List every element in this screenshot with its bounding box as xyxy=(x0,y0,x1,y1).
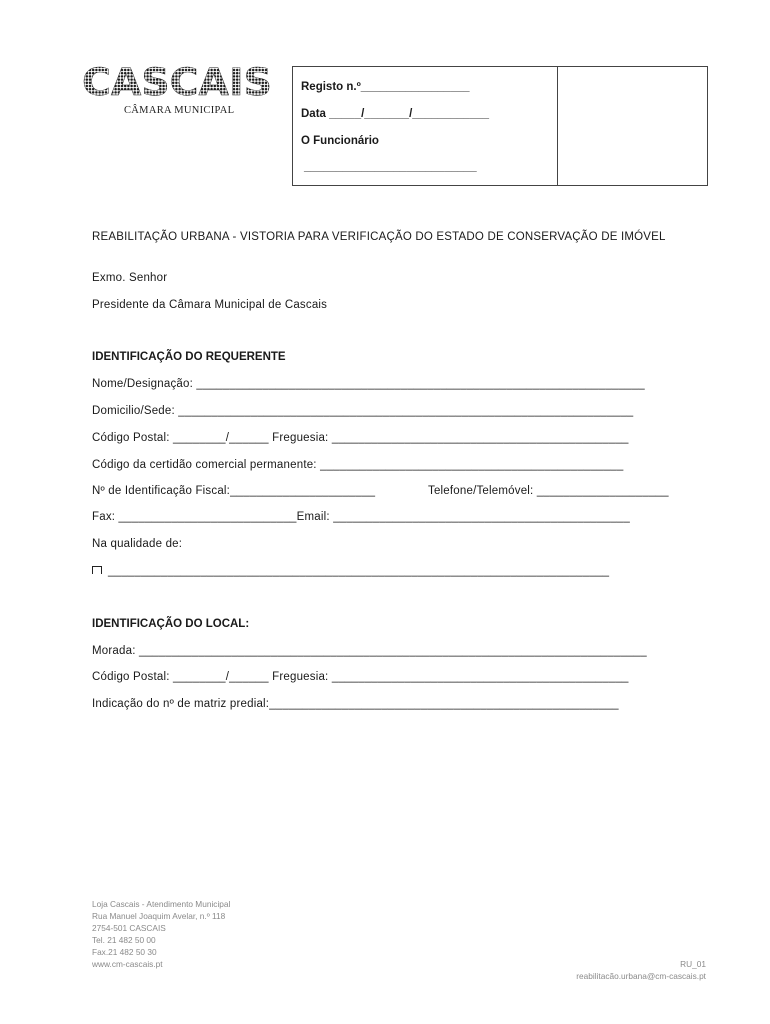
form-code: RU_01 xyxy=(680,959,706,969)
logo-subtitle: CÂMARA MUNICIPAL xyxy=(124,105,235,116)
nif-field[interactable]: Nº de Identificação Fiscal:______________________ xyxy=(92,485,376,497)
logo-wordmark: CASCAIS xyxy=(82,62,272,102)
footer-address xyxy=(92,898,230,970)
document-title: REABILITAÇÃO URBANA - VISTORIA PARA VERIFICAÇÃO DO ESTADO DE CONSERVAÇÃO DE IMÓVEL xyxy=(92,231,666,243)
salutation-line-2: Presidente da Câmara Municipal de Cascais xyxy=(92,299,328,311)
data-field[interactable]: Data _____/_______/____________ xyxy=(301,108,490,120)
local-heading: IDENTIFICAÇÃO DO LOCAL: xyxy=(92,618,250,630)
domicilio-field[interactable]: Domicilio/Sede: _____________________________________________________________________ xyxy=(92,405,634,417)
local-codigo-postal-field[interactable]: Código Postal: ________/______ Freguesia: _____________________________________________ xyxy=(92,671,629,683)
footer-line: Loja Cascais - Atendimento Municipal xyxy=(92,899,231,909)
qualidade-label: Na qualidade de: xyxy=(92,538,183,550)
footer-line: Tel. 21 482 50 00 xyxy=(92,935,156,945)
telefone-field[interactable]: Telefone/Telemóvel: ____________________ xyxy=(428,485,669,497)
funcionario-label: O Funcionário xyxy=(301,135,379,147)
cascais-logo xyxy=(82,62,276,116)
salutation-line-1: Exmo. Senhor xyxy=(92,272,168,284)
qualidade-field[interactable]: ____________________________________________________________________________ xyxy=(108,565,610,577)
footer-website: www.cm-cascais.pt xyxy=(92,959,163,969)
certidao-field[interactable]: Código da certidão comercial permanente: ______________________________________________ xyxy=(92,459,624,471)
footer-line: 2754-501 CASCAIS xyxy=(92,923,166,933)
codigo-postal-field[interactable]: Código Postal: ________/______ Freguesia: _____________________________________________ xyxy=(92,432,629,444)
qualidade-checkbox[interactable] xyxy=(92,566,102,574)
morada-field[interactable]: Morada: _____________________________________________________________________________ xyxy=(92,645,647,657)
fax-email-field[interactable]: Fax: ___________________________Email: _____________________________________________ xyxy=(92,511,631,523)
contact-email: reabilitacão.urbana@cm-cascais.pt xyxy=(576,971,706,981)
footer-line: Rua Manuel Joaquim Avelar, n.º 118 xyxy=(92,911,226,921)
registo-field[interactable]: Registo n.º_________________ xyxy=(301,81,470,93)
funcionario-field[interactable]: ___________________________ xyxy=(304,161,477,173)
cascais-logo-mark xyxy=(82,62,276,102)
requerente-heading: IDENTIFICAÇÃO DO REQUERENTE xyxy=(92,351,286,363)
box-divider xyxy=(557,67,558,185)
registration-box xyxy=(292,66,708,186)
qualidade-row xyxy=(92,565,609,577)
nome-field[interactable]: Nome/Designação: ____________________________________________________________________ xyxy=(92,378,645,390)
footer-reference xyxy=(576,958,706,982)
footer-line: Fax.21 482 50 30 xyxy=(92,947,157,957)
matriz-field[interactable]: Indicação do nº de matriz predial:_____________________________________________________ xyxy=(92,698,619,710)
